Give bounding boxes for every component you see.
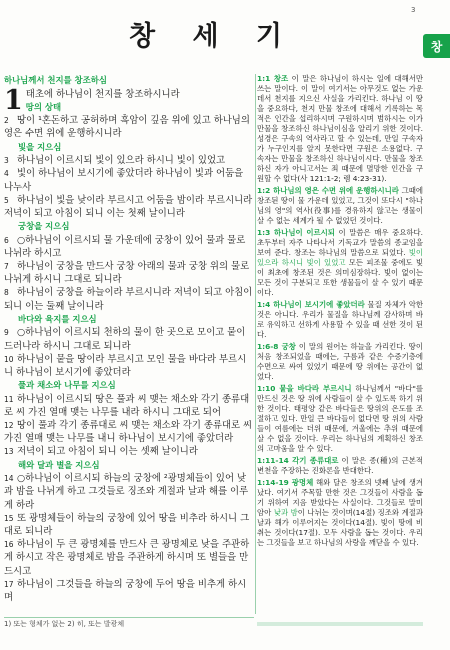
verse-15 [4,512,254,538]
verse-14 [4,472,254,512]
commentary-note [257,74,423,184]
verse-text: 하나님이 궁창을 하늘이라 부르시니라 저녁이 되고 아침이 되니 이는 둘째 날이니라 [4,287,253,312]
verse-text: ○하나님이 이르시되 물 가운데에 궁창이 있어 물과 물로 나뉘라 하시고 [4,234,246,259]
note-text: 이 말의 원어는 하늘을 가리킨다. 땅이 처음 창조되었을 때에는, 구름과 같은 수증기층에 수면으로 싸여 있었기 때문에 땅 위에는 공간이 없었다. [257,342,423,381]
verse-17 [4,578,254,604]
verse-8 [4,286,254,312]
column-divider [255,74,256,614]
verse-number: 4 [4,169,9,179]
note-highlight: 낮과 밤 [273,508,298,517]
note-label: 1:1 창조 [257,74,289,83]
verse-number: 12 [4,421,14,431]
commentary-note [257,186,423,226]
verse-number: 11 [4,394,14,404]
verse-number: 9 [4,328,9,338]
note-label: 1:14-19 광명체 [257,478,314,487]
verse-11 [4,393,254,419]
section-heading: 바다와 육지를 지으심 [18,313,97,324]
verse-text: 저녁이 되고 아침이 되니 이는 셋째 날이니라 [17,446,198,458]
verse-number: 17 [4,579,14,589]
verse-text: 하나님이 두 큰 광명체를 만드사 큰 광명체로 낮을 주관하게 하시고 작은 광명체로 밤을 주관하게 하시며 또 별들을 만드시고 [4,539,250,577]
note-text: 그때에 창조된 땅이 물 가운데 있었고, 그것이 또다시 "하나님의 영"의 역사(役事)를 경유하지 않고는 생물이 살 수 없는 세계가 될 수 없었던 것이다. [257,186,423,225]
verse-text: 하나님이 이르시되 땅은 풀과 씨 맺는 채소와 각기 종류대로 씨 가진 열매 맺는 나무를 내라 하시니 그대로 되어 [4,393,250,418]
note-label: 1:4 하나님이 보시기에 좋았더라 [257,300,365,309]
verse-number: 8 [4,288,9,298]
section-heading: 풀과 채소와 나무를 지으심 [18,380,116,391]
verse-3 [4,154,254,167]
verse-number: 5 [4,195,9,205]
note-text: 하나님께서 "바다"를 만드신 것은 땅 위에 사람들이 살 수 있도록 하기 위한 것이다. 태평양 같은 바다들은 땅위의 온도를 조절하고 있다. 만일 큰 바다들이 없다면 땅 위의 사람들이 여름에는 더위 때문에, 겨울에는 추위 때문에 살 수 없을 것이다. 우리는 하나님의 계획하신 창조의 고마움을 알 수 있다. [257,384,423,453]
commentary-note [257,456,423,476]
verse-13 [4,445,254,458]
verse-number: 7 [4,262,9,272]
verse-number: 3 [4,156,9,166]
section-heading: 해와 달과 별을 지으심 [18,459,100,470]
note-label: 1:6-8 궁창 [257,342,296,351]
verse-16 [4,538,254,578]
note-label: 1:10 뭍을 바다라 부르시니 [257,384,352,393]
verse-number: 16 [4,540,14,550]
chapter-number: 1 [4,84,23,116]
verse-text: 태초에 하나님이 천지를 창조하시니라 [25,88,180,100]
book-title: 창 세 기 [128,21,297,52]
verse-number: 14 [4,474,14,484]
section-heading: 하나님께서 천지를 창조하심 [4,75,107,85]
section-heading: 궁창을 지으심 [18,221,70,232]
commentary-note [257,478,423,548]
verse-number: 2 [4,116,9,126]
verse-text: ○하나님이 이르시되 하늘의 궁창에 ²광명체들이 있어 낮과 밤을 나뉘게 하고 그것들로 징조와 계절과 날과 해를 이루게 하라 [4,473,249,511]
verse-5 [4,194,254,220]
verse-6 [4,234,254,260]
verse-number: 10 [4,354,14,364]
verse-2 [4,114,254,140]
verse-text: 빛이 하나님이 보시기에 좋았더라 하나님이 빛과 어둠을 나누사 [4,168,244,193]
commentary-column [257,74,423,622]
note-highlight: 빛이 있으라 하시니 빛이 있었고 [257,248,423,267]
commentary-note [257,384,423,454]
verse-9 [4,326,254,352]
verse-text: 하나님이 궁창을 만드사 궁창 아래의 물과 궁창 위의 물로 나뉘게 하시니 그대로 되니라 [4,261,250,286]
verse-text: 하나님이 빛을 낮이라 부르시고 어둠을 밤이라 부르시니라 저녁이 되고 아침이 되니 이는 첫째 날이니라 [4,194,253,219]
verse-text: 하나님이 그것들을 하늘의 궁창에 두어 땅을 비추게 하시며 [4,578,247,603]
verse-text: 하나님이 이르시되 빛이 있으라 하시니 빛이 있었고 [17,155,226,167]
section-heading: 땅의 상태 [25,101,62,112]
verse-text: 또 광명체들이 하늘의 궁창에 있어 땅을 비추라 하시니 그대로 되니라 [4,512,250,537]
note-text: 이 나뉘는 것이며(14절) 징조와 계절과 날과 해가 이루어지는 것이다(14절). 빛이 땅에 비취는 것이다(17절). 모두 사람을 돕는 것이다. 우리는 그것들을 보고 하나님의 사랑을 깨닫을 수 있다. [257,508,423,547]
commentary-note [257,228,423,298]
verse-number: 6 [4,235,9,245]
footnote: 1) 또는 형체가 없는 2) 히, 또는 발광체 [4,617,254,631]
commentary-note [257,300,423,340]
section-heading: 빛을 지으심 [18,141,62,152]
verse-text: 땅이 풀과 각기 종류대로 씨 맺는 채소와 각기 종류대로 씨 가진 열매 맺는 나무를 내니 하나님이 보시기에 좋았더라 [4,420,253,445]
verse-text: 땅이 ¹혼돈하고 공허하며 흑암이 깊음 위에 있고 하나님의 영은 수면 위에 운행하시니라 [4,115,250,140]
page-number: 3 [411,6,416,14]
note-text: 이 말은 종(種)의 근본적 변천을 주장하는 진화론을 반대한다. [257,456,423,475]
verse-number: 15 [4,513,14,523]
note-label: 1:3 하나님이 이르시되 [257,228,335,237]
verse-12 [4,419,254,445]
scripture-column [4,74,254,604]
note-label: 1:2 하나님의 영은 수면 위에 운행하시니라 [257,186,399,195]
note-text: 해와 달은 창조의 넷째 날에 생겨났다. 여기서 주목할 만한 것은 그것들이 사람을 돕기 위하여 지음 받았다는 사실이다. 그것들로 말미암아 [257,478,423,517]
note-label: 1:11-14 각기 종류대로 [257,456,339,465]
note-text: 물질 자체가 악한 것은 아니다. 우리가 물질을 하나님께 감사하며 바로 유익하고 선하게 사용할 수 있을 때 선한 것이 된다. [257,300,423,339]
verse-number: 13 [4,447,14,457]
verse-text: 하나님이 뭍을 땅이라 부르시고 모인 물을 바다라 부르시니 하나님이 보시기에 좋았더라 [4,353,247,378]
verse-text: ○하나님이 이르시되 천하의 물이 한 곳으로 모이고 뭍이 드러나라 하시니 그대로 되니라 [4,327,246,352]
note-text: 이 말씀은 매우 중요하다. 초두부터 자주 나타나서 기독교가 말씀의 종교임을 보여 준다. 창조는 하나님의 말씀으로 되었다. [257,228,423,257]
footer-bar [257,622,423,626]
note-text: 이 말은 하나님이 하시는 일에 대해서만 쓰는 말이다. 이 말이 여기서는 아무것도 없는 가운데서 천지를 지으신 사실을 가리킨다. 하나님 이 땅을 중요하다, 천지 만물 창조에 대해서 기록하는 목적은 인간을 섭리하시며 구원하시며 범하시는 이가 만물을 창조하신 하나님이심을 알리기 위한 것이다. 성경은 구속의 역사라고 할 수 있는데, 만일 구속자가 누구인지를 알지 못한다면 구원은 소용없다. 구속자는 만물을 창조하신 하나님이시다. 만물을 창조하신 자가 아니고서는 죄 때문에 멸망한 인간을 구원할 수 없다(사 121:1-2; 렘 4:23-31). [257,74,423,183]
book-tab[interactable]: 창 [423,34,450,58]
verse-7 [4,260,254,286]
verse-10 [4,353,254,379]
verse-4 [4,167,254,193]
commentary-note [257,342,423,382]
note-text: 모든 피조물 중에도 빛이 최초에 창조된 것은 의미심장하다. 빛이 없이는 모든 것이 구분되고 또한 생물들이 살 수 있기 때문이다. [257,258,423,297]
